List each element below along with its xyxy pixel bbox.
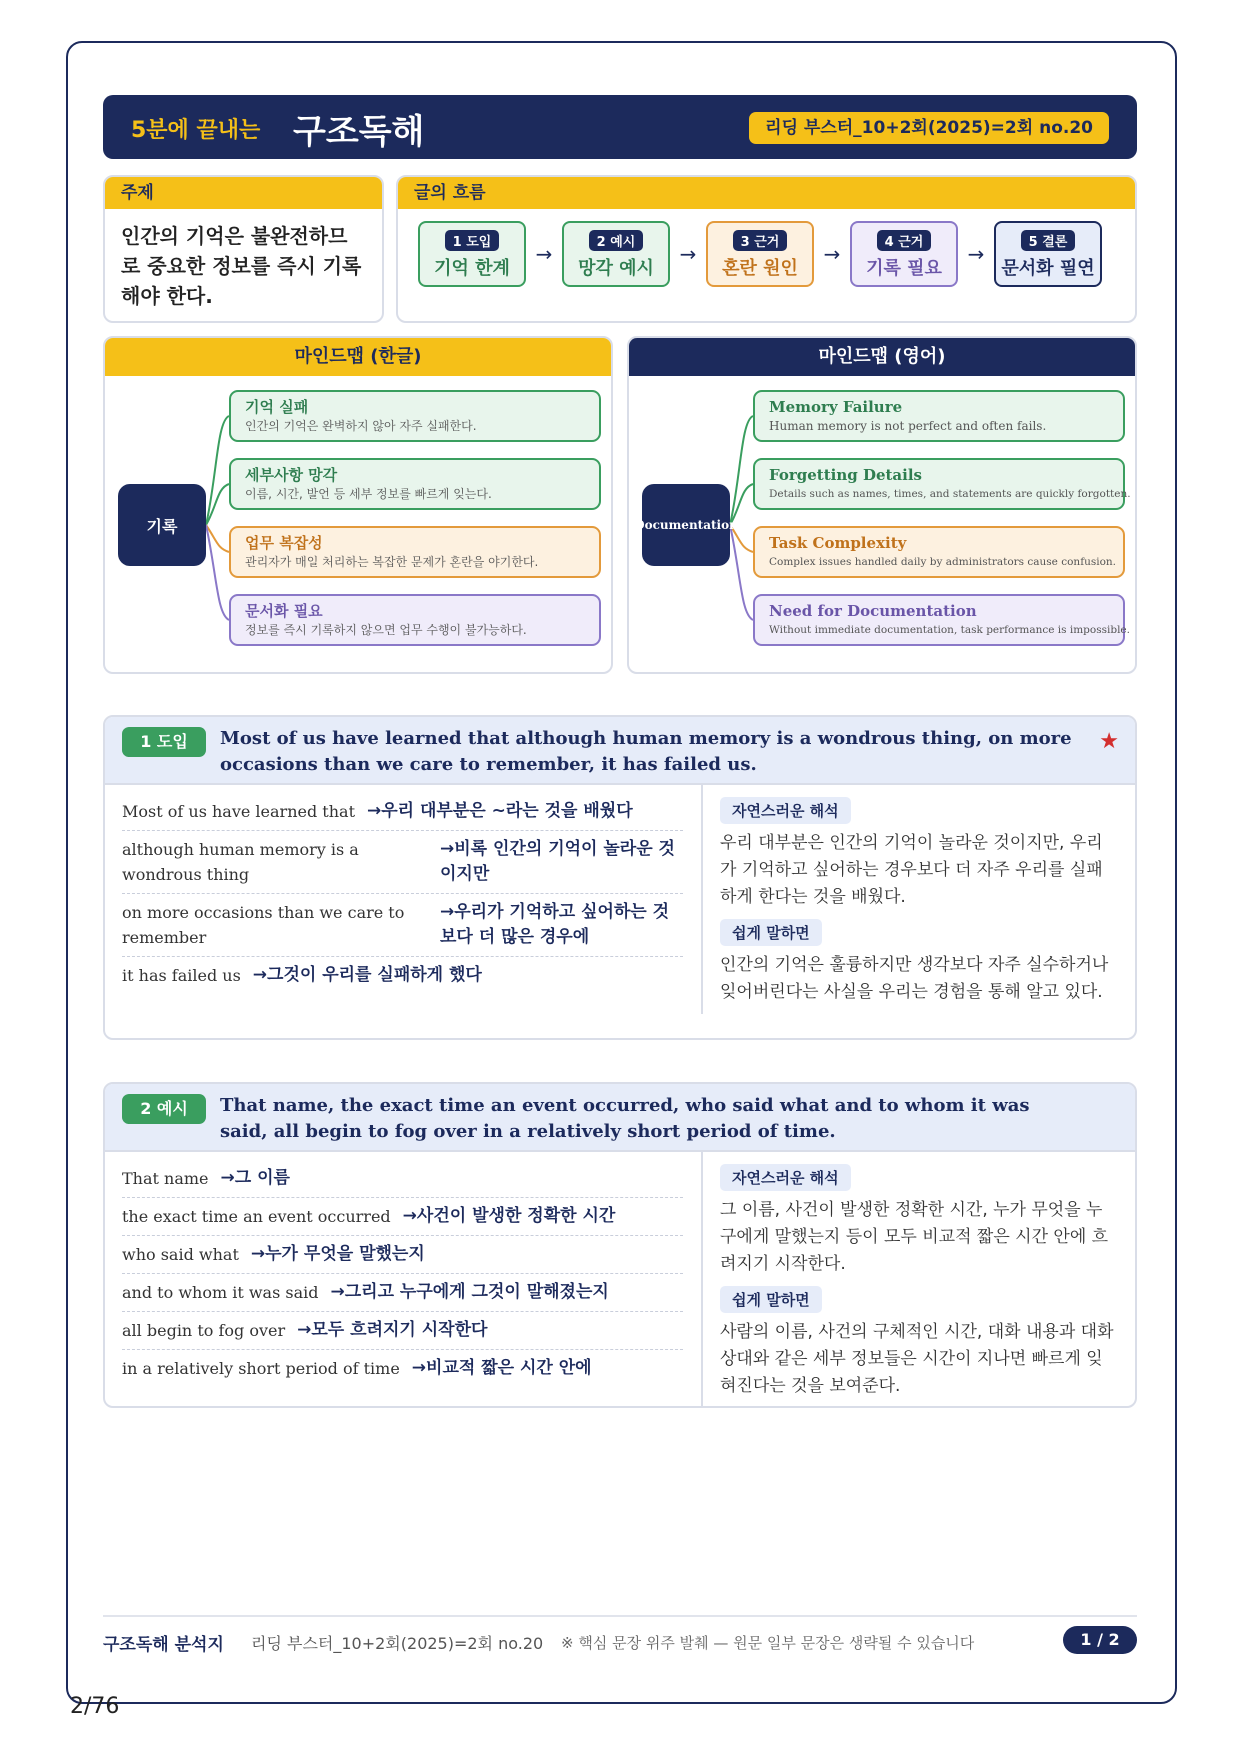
brand-subtitle: 5분에 끝내는	[131, 118, 261, 143]
footer-title: 구조독해 분석지	[103, 1635, 224, 1655]
mindmap-node-desc: 관리자가 매일 처리하는 복잡한 문제가 혼란을 야기한다.	[245, 555, 539, 569]
chunk-korean: →우리가 기억하고 싶어하는 것보다 더 많은 경우에	[440, 902, 670, 947]
chunk-row	[122, 1236, 683, 1274]
mindmap-node	[229, 390, 601, 442]
mindmap-node	[753, 594, 1130, 646]
flow-steps	[418, 221, 1102, 287]
flow-step-label: 망각 예시	[578, 258, 654, 279]
chunk-korean: →비록 인간의 기억이 놀라운 것이지만	[440, 839, 675, 884]
chunk-korean: →누가 무엇을 말했는지	[250, 1244, 425, 1264]
mindmap-node-title: 기억 실패	[245, 398, 309, 416]
flow-step-5	[994, 221, 1102, 287]
arrow-right-icon: →	[823, 242, 841, 266]
flow-step-label: 기록 필요	[866, 258, 942, 279]
mindmap-korean-heading: 마인드맵 (한글)	[105, 338, 611, 376]
mindmap-korean	[103, 336, 613, 674]
section-header	[105, 717, 1135, 785]
flow-step-3	[706, 221, 814, 287]
section-badge: 2 예시	[122, 1094, 206, 1124]
topic-card	[103, 175, 384, 323]
topic-text: 인간의 기억은 불완전하므로 중요한 정보를 즉시 기록해야 한다.	[121, 224, 362, 308]
section-sentence: Most of us have learned that although human memory is a wondrous thing, on more occasions than we care to remember, it has failed us.	[220, 728, 1072, 775]
mindmap-node	[229, 594, 601, 646]
natural-translation-tag: 자연스러운 해석	[720, 1164, 851, 1191]
natural-translation-tag: 자연스러운 해석	[720, 797, 851, 824]
flow-step-label: 혼란 원인	[722, 258, 798, 279]
flow-step-2	[562, 221, 670, 287]
chunk-korean: →그리고 누구에게 그것이 말해졌는지	[330, 1282, 609, 1302]
chunk-row	[122, 1160, 683, 1198]
mindmap-english-heading: 마인드맵 (영어)	[629, 338, 1135, 376]
chunk-list	[105, 1152, 703, 1408]
mindmap-node-title: 문서화 필요	[245, 602, 323, 620]
mindmap-node-title: Forgetting Details	[769, 466, 922, 484]
issue-badge: 리딩 부스터_10+2회(2025)=2회 no.20	[749, 112, 1109, 144]
footer-issue: 리딩 부스터_10+2회(2025)=2회 no.20	[251, 1634, 544, 1653]
chunk-korean: →그것이 우리를 실패하게 했다	[252, 965, 482, 985]
flow-card	[396, 175, 1137, 323]
translation-panel	[703, 785, 1135, 1014]
chunk-english: in a relatively short period of time	[122, 1359, 400, 1378]
chunk-row	[122, 894, 683, 957]
chunk-english: it has failed us	[122, 966, 241, 985]
section-intro	[103, 715, 1137, 1040]
chunk-row	[122, 831, 683, 894]
chunk-korean: →사건이 발생한 정확한 시간	[402, 1206, 616, 1226]
mindmap-node-desc: 이름, 시간, 발언 등 세부 정보를 빠르게 잊는다.	[245, 487, 492, 501]
chunk-korean: →우리 대부분은 ~라는 것을 배웠다	[367, 801, 633, 821]
chunk-row	[122, 1312, 683, 1350]
mindmap-node	[229, 458, 601, 510]
flow-step-number: 4 근거	[877, 230, 932, 251]
mindmap-root: 기록	[118, 484, 206, 566]
mindmap-node-desc: Details such as names, times, and statements are quickly forgotten.	[769, 488, 1131, 500]
mindmap-node-desc: Human memory is not perfect and often fails.	[769, 419, 1047, 433]
mindmap-node-desc: Complex issues handled daily by administrators cause confusion.	[769, 556, 1117, 568]
chunk-list	[105, 785, 703, 1014]
chunk-korean: →비교적 짧은 시간 안에	[411, 1358, 592, 1378]
topic-heading: 주제	[105, 177, 382, 209]
mindmap-node-desc: 인간의 기억은 완벽하지 않아 자주 실패한다.	[245, 419, 477, 433]
flow-step-number: 3 근거	[733, 230, 788, 251]
mindmap-node	[229, 526, 601, 578]
document-page-counter: 2/76	[70, 1694, 120, 1719]
chunk-english: all begin to fog over	[122, 1321, 286, 1340]
section-sentence: That name, the exact time an event occurred, who said what and to whom it was said, all begin to fog over in a relatively short period of time.	[220, 1095, 1030, 1142]
mindmap-node-title: 세부사항 망각	[245, 466, 338, 484]
easy-explanation: 사람의 이름, 사건의 구체적인 시간, 대화 내용과 대화 상대와 같은 세부 정보들은 시간이 지나면 빠르게 잊혀진다는 것을 보여준다.	[720, 1322, 1114, 1396]
page-header	[103, 95, 1137, 159]
easy-explanation: 인간의 기억은 훌륭하지만 생각보다 자주 실수하거나 잊어버린다는 사실을 우리는 경험을 통해 알고 있다.	[720, 955, 1109, 1002]
star-icon: ★	[1099, 729, 1119, 754]
section-body	[105, 785, 1135, 1014]
chunk-english: who said what	[122, 1245, 239, 1264]
footer-divider	[103, 1615, 1137, 1617]
mindmap-node	[753, 526, 1125, 578]
chunk-row	[122, 1350, 683, 1387]
mindmap-node-desc: Without immediate documentation, task performance is impossible.	[769, 624, 1130, 636]
chunk-english: the exact time an event occurred	[122, 1207, 391, 1226]
translation-panel	[703, 1152, 1135, 1408]
chunk-english: although human memory is a wondrous thing	[122, 840, 359, 884]
section-body	[105, 1152, 1135, 1408]
mindmap-node	[753, 390, 1125, 442]
mindmap-node	[753, 458, 1131, 510]
chunk-english: and to whom it was said	[122, 1283, 319, 1302]
easy-explanation-tag: 쉽게 말하면	[720, 1286, 822, 1313]
flow-step-label: 문서화 필연	[1001, 258, 1095, 279]
mindmap-root: Documentation	[642, 484, 730, 566]
chunk-row	[122, 1274, 683, 1312]
brand-title: 구조독해	[293, 112, 425, 152]
page-indicator: 1 / 2	[1063, 1626, 1137, 1654]
flow-heading: 글의 흐름	[398, 177, 1135, 209]
section-header	[105, 1084, 1135, 1152]
section-badge: 1 도입	[122, 727, 206, 757]
flow-step-4	[850, 221, 958, 287]
chunk-row	[122, 793, 683, 831]
mindmap-node-title: 업무 복잡성	[245, 534, 323, 552]
section-example	[103, 1082, 1137, 1408]
page-footer	[103, 1626, 1137, 1656]
flow-step-number: 5 결론	[1021, 230, 1076, 251]
flow-step-1	[418, 221, 526, 287]
arrow-right-icon: →	[679, 242, 697, 266]
chunk-english: on more occasions than we care to remember	[122, 903, 405, 947]
mindmap-node-title: Task Complexity	[769, 534, 907, 552]
natural-translation: 그 이름, 사건이 발생한 정확한 시간, 누가 무엇을 누구에게 말했는지 등이 모두 비교적 짧은 시간 안에 흐려지기 시작한다.	[720, 1200, 1109, 1274]
arrow-right-icon: →	[535, 242, 553, 266]
chunk-korean: →모두 흐려지기 시작한다	[297, 1320, 488, 1340]
mindmap-node-title: Need for Documentation	[769, 602, 977, 620]
flow-step-number: 2 예시	[589, 230, 644, 251]
footer-note: ※ 핵심 문장 위주 발췌 — 원문 일부 문장은 생략될 수 있습니다	[561, 1634, 975, 1652]
arrow-right-icon: →	[967, 242, 985, 266]
chunk-english: That name	[122, 1169, 209, 1188]
mindmap-node-title: Memory Failure	[769, 398, 903, 416]
mindmap-node-desc: 정보를 즉시 기록하지 않으면 업무 수행이 불가능하다.	[245, 623, 527, 637]
natural-translation: 우리 대부분은 인간의 기억이 놀라운 것이지만, 우리가 기억하고 싶어하는 경우보다 더 자주 우리를 실패하게 한다는 것을 배웠다.	[720, 833, 1103, 907]
chunk-korean: →그 이름	[220, 1168, 290, 1188]
mindmap-english	[627, 336, 1137, 674]
easy-explanation-tag: 쉽게 말하면	[720, 919, 822, 946]
chunk-row	[122, 1198, 683, 1236]
flow-step-number: 1 도입	[445, 230, 500, 251]
flow-step-label: 기억 한계	[434, 258, 510, 279]
chunk-english: Most of us have learned that	[122, 802, 355, 821]
chunk-row	[122, 957, 683, 994]
